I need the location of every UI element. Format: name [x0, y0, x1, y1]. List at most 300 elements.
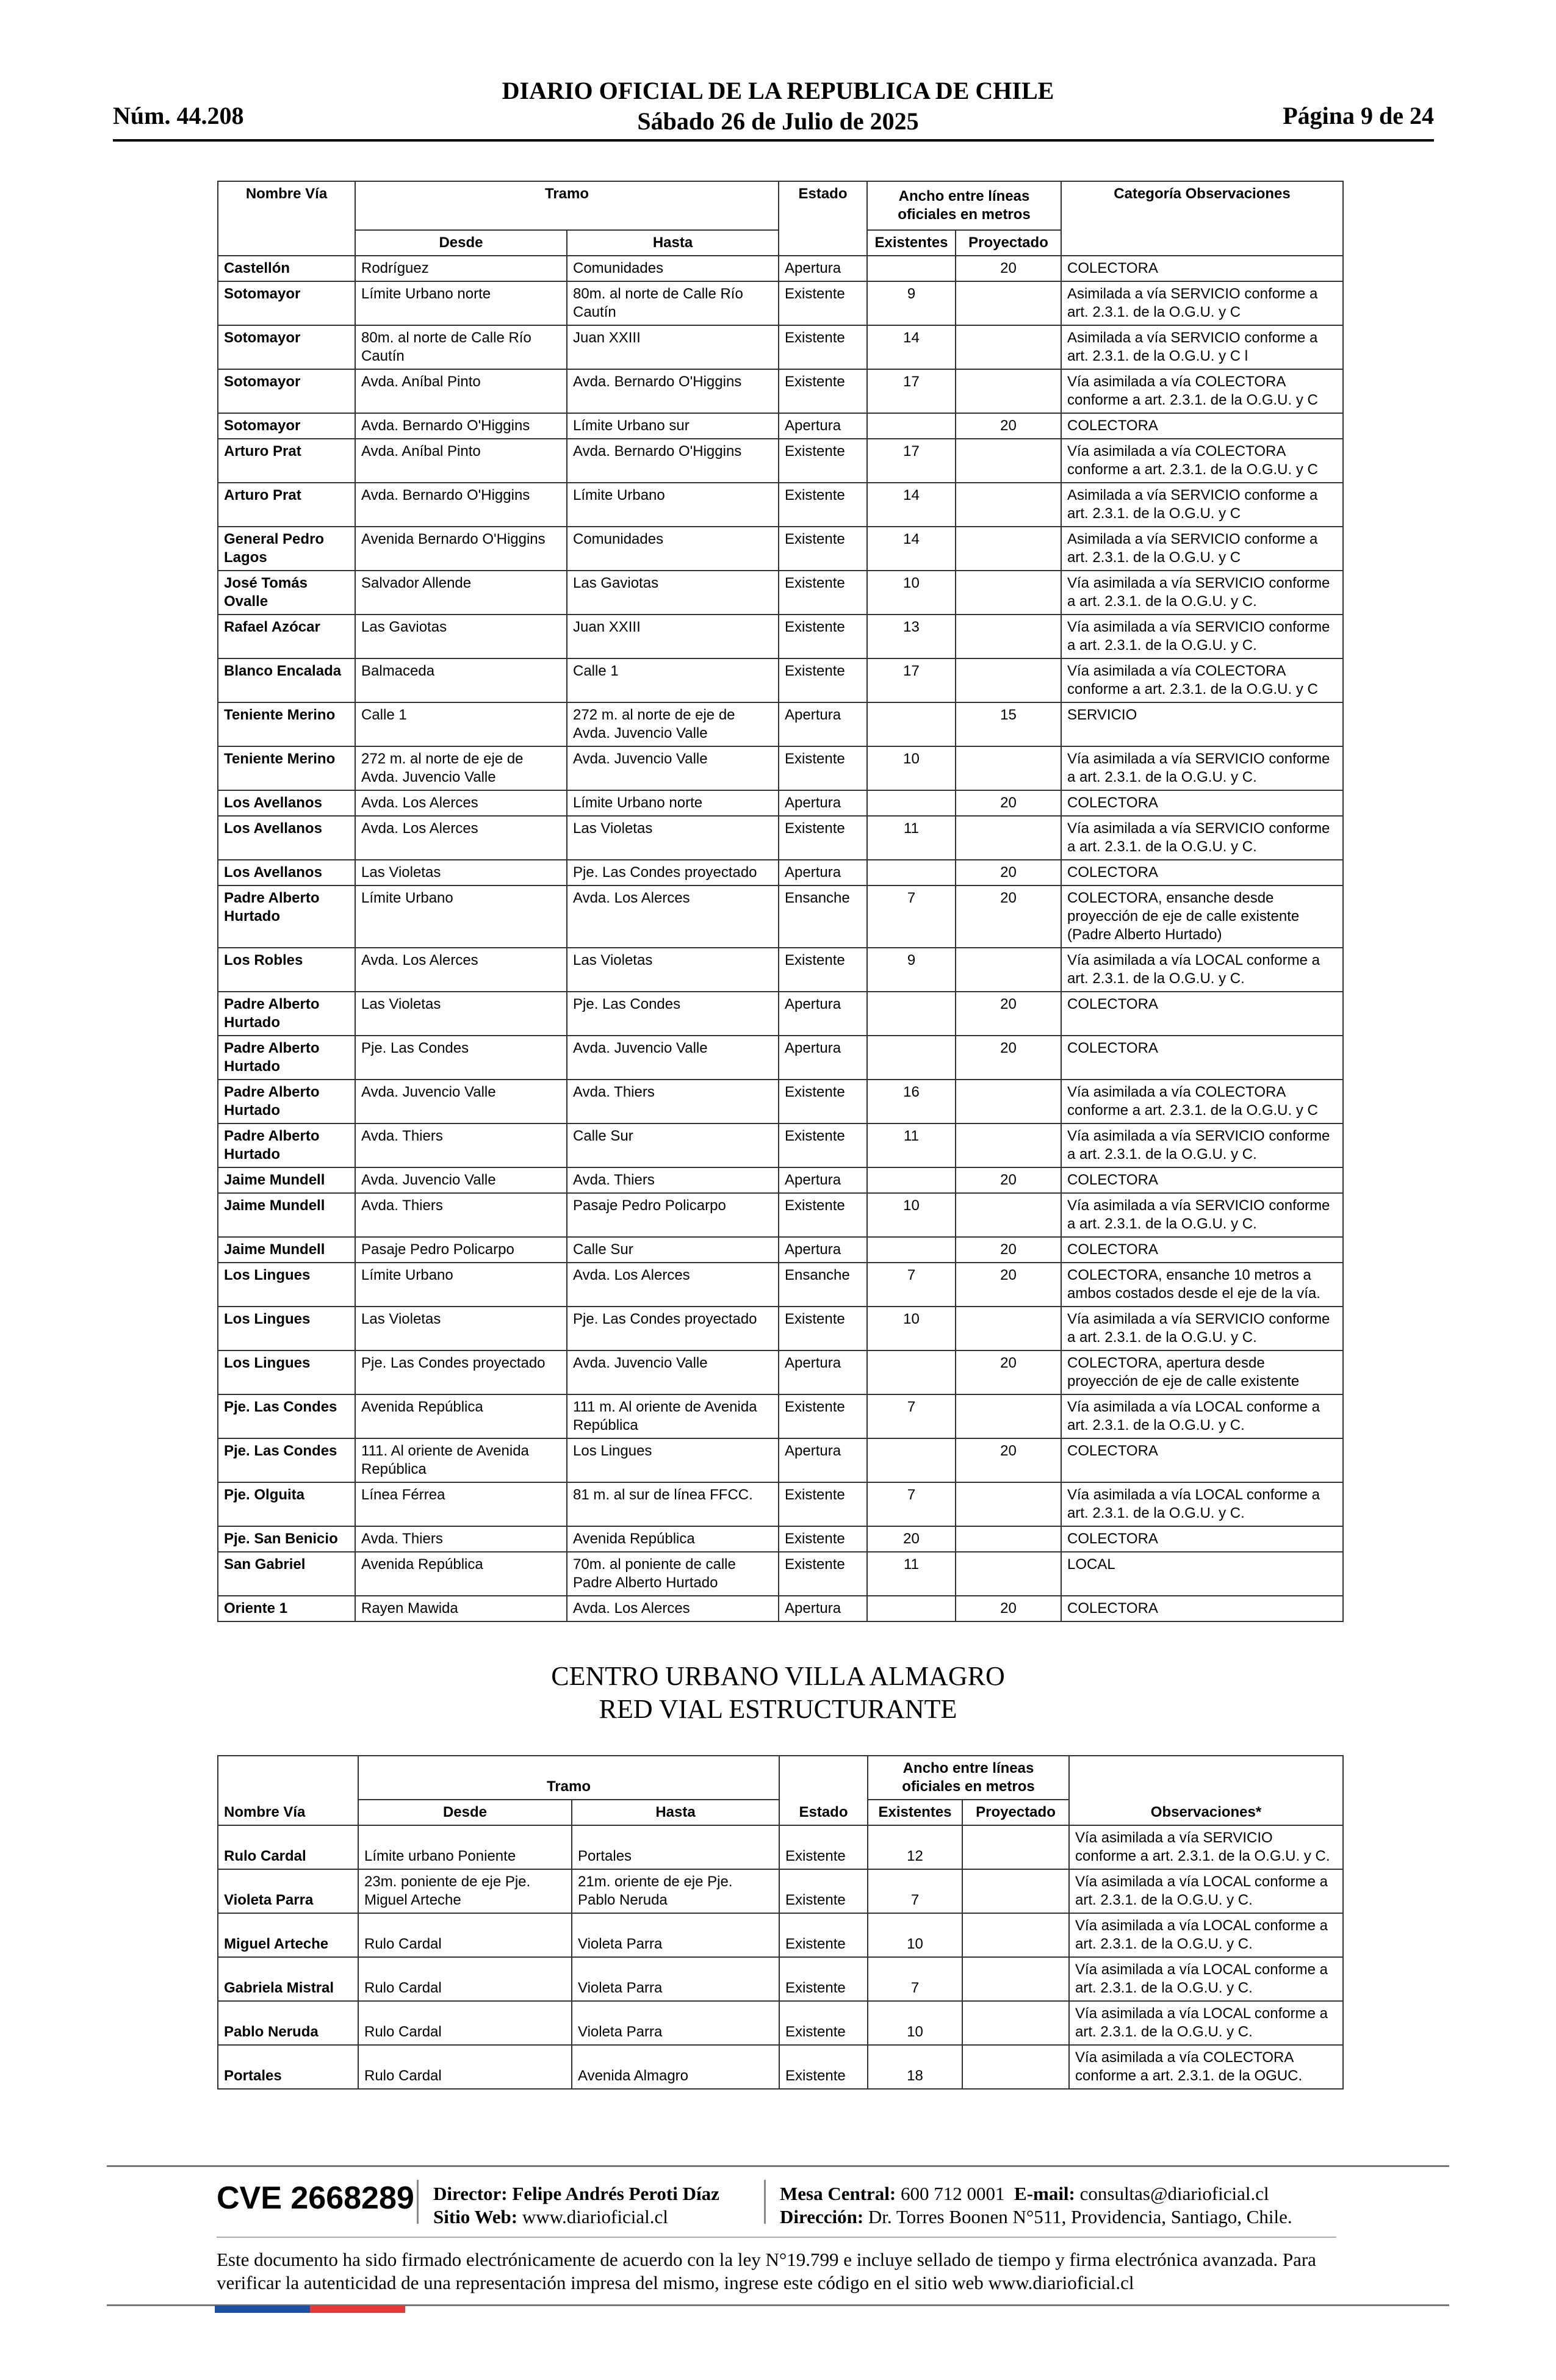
cell-hasta: 70m. al poniente de calle Padre Alberto Hurtado: [567, 1552, 779, 1596]
col-desde: Desde: [355, 230, 567, 256]
cell-nombre-via: Oriente 1: [218, 1596, 355, 1621]
section-title: [0, 1660, 1556, 1726]
cell-proyectado: [956, 571, 1061, 615]
cell-estado: Existente: [779, 527, 867, 571]
flag-color-bar: [215, 2306, 405, 2313]
cell-proyectado: 20: [956, 860, 1061, 885]
cell-desde: Avda. Thiers: [355, 1193, 567, 1237]
cell-nombre-via: Violeta Parra: [218, 1869, 358, 1913]
cell-observaciones: Vía asimilada a vía LOCAL conforme a art. 2.3.1. de la O.G.U. y C.: [1061, 1394, 1343, 1438]
cell-estado: Existente: [779, 816, 867, 860]
cell-desde: Pje. Las Condes proyectado: [355, 1350, 567, 1394]
cell-observaciones: Vía asimilada a vía LOCAL conforme a art. 2.3.1. de la O.G.U. y C.: [1069, 2001, 1343, 2045]
cell-estado: Existente: [779, 439, 867, 483]
sitio-label: Sitio Web:: [433, 2206, 518, 2227]
email-link[interactable]: consultas@diarioficial.cl: [1079, 2183, 1269, 2204]
cell-proyectado: 20: [956, 885, 1061, 948]
cell-nombre-via: Pje. Las Condes: [218, 1438, 355, 1482]
cell-desde: Las Gaviotas: [355, 615, 567, 658]
table-row: [218, 702, 1343, 746]
cell-observaciones: Vía asimilada a vía COLECTORA conforme a art. 2.3.1. de la O.G.U. y C: [1061, 369, 1343, 413]
cell-hasta: Límite Urbano norte: [567, 790, 779, 816]
cell-existentes: 7: [867, 1394, 956, 1438]
table-row: [218, 2001, 1343, 2045]
cell-estado: Existente: [779, 615, 867, 658]
cell-desde: Avda. Bernardo O'Higgins: [355, 483, 567, 527]
cell-observaciones: COLECTORA, ensanche desde proyección de eje de calle existente (Padre Alberto Hurtado): [1061, 885, 1343, 948]
email-label: E-mail:: [1014, 2183, 1075, 2204]
cell-observaciones: Vía asimilada a vía SERVICIO conforme a art. 2.3.1. de la O.G.U. y C.: [1061, 615, 1343, 658]
cell-hasta: Las Violetas: [567, 816, 779, 860]
cell-proyectado: [962, 2001, 1069, 2045]
cell-desde: Rulo Cardal: [358, 2001, 572, 2045]
section-title-line2: RED VIAL ESTRUCTURANTE: [599, 1694, 957, 1724]
table-row: [218, 1913, 1343, 1957]
col-nombre-via: Nombre Vía: [218, 181, 355, 256]
cell-observaciones: COLECTORA: [1061, 256, 1343, 281]
road-table-main: [217, 181, 1344, 1622]
cell-hasta: 80m. al norte de Calle Río Cautín: [567, 281, 779, 325]
cell-nombre-via: Sotomayor: [218, 325, 355, 369]
cell-desde: Las Violetas: [355, 992, 567, 1036]
cell-proyectado: [956, 948, 1061, 992]
cell-desde: Avda. Juvencio Valle: [355, 1167, 567, 1193]
cell-proyectado: [962, 1869, 1069, 1913]
cell-hasta: Las Gaviotas: [567, 571, 779, 615]
cell-hasta: Pasaje Pedro Policarpo: [567, 1193, 779, 1237]
cell-nombre-via: Gabriela Mistral: [218, 1957, 358, 2001]
cell-existentes: 12: [868, 1825, 962, 1869]
cell-proyectado: [956, 369, 1061, 413]
cell-hasta: Violeta Parra: [572, 1957, 779, 2001]
cell-proyectado: 20: [956, 1036, 1061, 1080]
cell-nombre-via: Castellón: [218, 256, 355, 281]
table-row: [218, 413, 1343, 439]
cell-nombre-via: Pablo Neruda: [218, 2001, 358, 2045]
cell-existentes: [867, 1596, 956, 1621]
cell-desde: Límite Urbano norte: [355, 281, 567, 325]
cell-existentes: 11: [867, 1552, 956, 1596]
cell-estado: Existente: [779, 1482, 867, 1526]
cell-estado: Existente: [779, 369, 867, 413]
table-row: [218, 483, 1343, 527]
cell-observaciones: Vía asimilada a vía SERVICIO conforme a art. 2.3.1. de la O.G.U. y C.: [1061, 571, 1343, 615]
col-existentes: Existentes: [867, 230, 956, 256]
cell-observaciones: Asimilada a vía SERVICIO conforme a art. 2.3.1. de la O.G.U. y C: [1061, 281, 1343, 325]
cell-desde: Línea Férrea: [355, 1482, 567, 1526]
cell-estado: Existente: [779, 658, 867, 702]
cell-observaciones: Vía asimilada a vía SERVICIO conforme a art. 2.3.1. de la O.G.U. y C.: [1061, 746, 1343, 790]
col2-nombre-via: Nombre Vía: [218, 1756, 358, 1825]
newspaper-date: Sábado 26 de Julio de 2025: [637, 107, 919, 135]
cell-observaciones: COLECTORA, ensanche 10 metros a ambos costados desde el eje de la vía.: [1061, 1263, 1343, 1307]
cell-hasta: Portales: [572, 1825, 779, 1869]
cell-nombre-via: Rafael Azócar: [218, 615, 355, 658]
cell-proyectado: 20: [956, 1350, 1061, 1394]
mesa-label: Mesa Central:: [780, 2183, 896, 2204]
mesa-phone: 600 712 0001: [901, 2183, 1005, 2204]
table-row: [218, 1080, 1343, 1123]
table-row: [218, 1237, 1343, 1263]
cell-existentes: [867, 1350, 956, 1394]
cell-estado: Apertura: [779, 790, 867, 816]
cell-nombre-via: Los Lingues: [218, 1350, 355, 1394]
table-row: [218, 1526, 1343, 1552]
cell-existentes: 14: [867, 483, 956, 527]
cell-nombre-via: Rulo Cardal: [218, 1825, 358, 1869]
cell-desde: Avenida Bernardo O'Higgins: [355, 527, 567, 571]
table-row: [218, 658, 1343, 702]
cell-desde: Avda. Aníbal Pinto: [355, 369, 567, 413]
road-table-main-body: [218, 256, 1343, 1621]
cell-hasta: Avda. Juvencio Valle: [567, 1350, 779, 1394]
cell-desde: Avenida República: [355, 1552, 567, 1596]
table-row: [218, 1167, 1343, 1193]
cell-proyectado: 20: [956, 1167, 1061, 1193]
section-title-line1: CENTRO URBANO VILLA ALMAGRO: [551, 1661, 1005, 1691]
cell-hasta: Juan XXIII: [567, 325, 779, 369]
cell-observaciones: Vía asimilada a vía LOCAL conforme a art. 2.3.1. de la O.G.U. y C.: [1069, 1913, 1343, 1957]
cell-proyectado: [962, 1957, 1069, 2001]
cell-hasta: Calle Sur: [567, 1237, 779, 1263]
cell-hasta: Comunidades: [567, 256, 779, 281]
cell-observaciones: Vía asimilada a vía COLECTORA conforme a art. 2.3.1. de la O.G.U. y C: [1061, 439, 1343, 483]
cell-existentes: 7: [867, 885, 956, 948]
table-row: [218, 1307, 1343, 1350]
cell-nombre-via: Padre Alberto Hurtado: [218, 885, 355, 948]
footer-divider-top: [107, 2165, 1449, 2167]
cell-estado: Existente: [779, 281, 867, 325]
table-row: [218, 369, 1343, 413]
cell-proyectado: [962, 1913, 1069, 1957]
table-row: [218, 816, 1343, 860]
cell-hasta: Avda. Thiers: [567, 1080, 779, 1123]
cell-hasta: 81 m. al sur de línea FFCC.: [567, 1482, 779, 1526]
cell-observaciones: COLECTORA: [1061, 1438, 1343, 1482]
cell-existentes: [867, 1036, 956, 1080]
cell-estado: Apertura: [779, 413, 867, 439]
table-row: [218, 571, 1343, 615]
cell-nombre-via: San Gabriel: [218, 1552, 355, 1596]
cell-hasta: Avda. Bernardo O'Higgins: [567, 369, 779, 413]
cell-existentes: 13: [867, 615, 956, 658]
cell-existentes: 7: [868, 1957, 962, 2001]
table-row: [218, 1957, 1343, 2001]
cell-desde: Avda. Bernardo O'Higgins: [355, 413, 567, 439]
cell-desde: 272 m. al norte de eje de Avda. Juvencio Valle: [355, 746, 567, 790]
cell-hasta: Avda. Los Alerces: [567, 1596, 779, 1621]
cell-desde: Pje. Las Condes: [355, 1036, 567, 1080]
table-row: [218, 1482, 1343, 1526]
cell-desde: Avda. Los Alerces: [355, 790, 567, 816]
cell-existentes: 14: [867, 527, 956, 571]
table-row: [218, 527, 1343, 571]
table-row: [218, 256, 1343, 281]
cell-hasta: Límite Urbano: [567, 483, 779, 527]
cell-hasta: Avda. Juvencio Valle: [567, 746, 779, 790]
cell-nombre-via: Los Lingues: [218, 1307, 355, 1350]
table-row: [218, 992, 1343, 1036]
cell-estado: Existente: [779, 571, 867, 615]
cell-nombre-via: Teniente Merino: [218, 746, 355, 790]
cell-estado: Existente: [779, 1080, 867, 1123]
cell-proyectado: 20: [956, 1237, 1061, 1263]
cell-existentes: [867, 790, 956, 816]
cell-nombre-via: Los Avellanos: [218, 790, 355, 816]
footer-director-block: [433, 2182, 719, 2229]
cell-proyectado: [956, 746, 1061, 790]
cell-hasta: 272 m. al norte de eje de Avda. Juvencio Valle: [567, 702, 779, 746]
cell-existentes: 10: [867, 571, 956, 615]
cell-hasta: Pje. Las Condes proyectado: [567, 1307, 779, 1350]
cell-estado: Apertura: [779, 702, 867, 746]
cell-desde: Las Violetas: [355, 860, 567, 885]
cell-observaciones: Vía asimilada a vía LOCAL conforme a art. 2.3.1. de la O.G.U. y C.: [1069, 1869, 1343, 1913]
cell-existentes: 10: [868, 1913, 962, 1957]
cell-nombre-via: Padre Alberto Hurtado: [218, 1036, 355, 1080]
cell-observaciones: Asimilada a vía SERVICIO conforme a art. 2.3.1. de la O.G.U. y C l: [1061, 325, 1343, 369]
cve-code: CVE 2668289: [217, 2180, 414, 2216]
cell-observaciones: COLECTORA: [1061, 1526, 1343, 1552]
cell-estado: Existente: [779, 1307, 867, 1350]
footer-divider-mid: [217, 2237, 1336, 2238]
cell-desde: Avda. Aníbal Pinto: [355, 439, 567, 483]
cell-hasta: Pje. Las Condes proyectado: [567, 860, 779, 885]
cell-desde: Balmaceda: [355, 658, 567, 702]
cell-hasta: Las Violetas: [567, 948, 779, 992]
cell-nombre-via: Arturo Prat: [218, 483, 355, 527]
cell-hasta: 111 m. Al oriente de Avenida República: [567, 1394, 779, 1438]
cell-nombre-via: Pje. Olguita: [218, 1482, 355, 1526]
cell-desde: Calle 1: [355, 702, 567, 746]
col-tramo: Tramo: [355, 181, 779, 230]
cell-desde: 80m. al norte de Calle Río Cautín: [355, 325, 567, 369]
cell-hasta: Avda. Los Alerces: [567, 1263, 779, 1307]
cell-existentes: 10: [868, 2001, 962, 2045]
cell-existentes: 9: [867, 281, 956, 325]
col-ancho: Ancho entre líneas oficiales en metros: [867, 181, 1061, 230]
cell-existentes: 7: [867, 1263, 956, 1307]
cell-existentes: 20: [867, 1526, 956, 1552]
cell-observaciones: Vía asimilada a vía COLECTORA conforme a art. 2.3.1. de la O.G.U. y C: [1061, 1080, 1343, 1123]
table-row: [218, 1350, 1343, 1394]
cell-hasta: Avda. Los Alerces: [567, 885, 779, 948]
cell-observaciones: COLECTORA: [1061, 790, 1343, 816]
cell-desde: Avda. Juvencio Valle: [355, 1080, 567, 1123]
cell-nombre-via: Jaime Mundell: [218, 1193, 355, 1237]
footer-separator: [764, 2180, 766, 2224]
cell-existentes: 17: [867, 369, 956, 413]
cell-estado: Existente: [779, 1957, 868, 2001]
cell-existentes: [867, 1167, 956, 1193]
cell-hasta: Pje. Las Condes: [567, 992, 779, 1036]
direccion-value: Dr. Torres Boonen N°511, Providencia, Santiago, Chile.: [868, 2206, 1292, 2227]
table-row: [218, 2045, 1343, 2089]
cell-existentes: [867, 860, 956, 885]
cell-existentes: 10: [867, 1193, 956, 1237]
page-number: Página 9 de 24: [1283, 102, 1434, 129]
cell-nombre-via: Padre Alberto Hurtado: [218, 1123, 355, 1167]
cell-hasta: 21m. oriente de eje Pje. Pablo Neruda: [572, 1869, 779, 1913]
cell-desde: Rulo Cardal: [358, 1957, 572, 2001]
cell-hasta: Límite Urbano sur: [567, 413, 779, 439]
cell-hasta: Avenida Almagro: [572, 2045, 779, 2089]
cell-hasta: Los Lingues: [567, 1438, 779, 1482]
cell-desde: Rulo Cardal: [358, 1913, 572, 1957]
header-divider: [113, 139, 1434, 142]
cell-proyectado: [956, 483, 1061, 527]
cell-existentes: 10: [867, 746, 956, 790]
table-row: [218, 885, 1343, 948]
table-row: [218, 615, 1343, 658]
cell-estado: Apertura: [779, 992, 867, 1036]
cell-nombre-via: Los Avellanos: [218, 816, 355, 860]
cell-nombre-via: Sotomayor: [218, 413, 355, 439]
cell-hasta: Comunidades: [567, 527, 779, 571]
cell-existentes: 9: [867, 948, 956, 992]
cell-desde: Avenida República: [355, 1394, 567, 1438]
cell-nombre-via: Padre Alberto Hurtado: [218, 1080, 355, 1123]
cell-proyectado: 20: [956, 1263, 1061, 1307]
cell-existentes: 10: [867, 1307, 956, 1350]
cell-proyectado: 15: [956, 702, 1061, 746]
cell-hasta: Juan XXIII: [567, 615, 779, 658]
cell-nombre-via: General Pedro Lagos: [218, 527, 355, 571]
cell-observaciones: COLECTORA: [1061, 860, 1343, 885]
direccion-label: Dirección:: [780, 2206, 864, 2227]
table-row: [218, 1036, 1343, 1080]
cell-proyectado: [956, 658, 1061, 702]
cell-observaciones: COLECTORA: [1061, 1036, 1343, 1080]
cell-hasta: Violeta Parra: [572, 1913, 779, 1957]
road-table-villa-almagro-body: [218, 1825, 1343, 2089]
cell-nombre-via: Pje. San Benicio: [218, 1526, 355, 1552]
table-row: [218, 1825, 1343, 1869]
cell-observaciones: Vía asimilada a vía COLECTORA conforme a art. 2.3.1. de la OGUC.: [1069, 2045, 1343, 2089]
newspaper-title-line1: DIARIO OFICIAL DE LA REPUBLICA DE CHILE: [502, 77, 1054, 104]
cell-estado: Existente: [779, 1193, 867, 1237]
flag-bar-red: [310, 2306, 405, 2313]
cell-existentes: 11: [867, 1123, 956, 1167]
footer-contact-block: [780, 2182, 1292, 2229]
cell-estado: Existente: [779, 325, 867, 369]
cell-proyectado: [956, 1080, 1061, 1123]
cell-existentes: [867, 702, 956, 746]
cell-observaciones: Asimilada a vía SERVICIO conforme a art. 2.3.1. de la O.G.U. y C: [1061, 527, 1343, 571]
cell-proyectado: [956, 1123, 1061, 1167]
cell-proyectado: [962, 2045, 1069, 2089]
col2-tramo: Tramo: [358, 1756, 779, 1800]
table-row: [218, 1123, 1343, 1167]
cell-nombre-via: Sotomayor: [218, 281, 355, 325]
cell-desde: Límite Urbano: [355, 885, 567, 948]
table-row: [218, 790, 1343, 816]
cell-estado: Apertura: [779, 1167, 867, 1193]
cell-estado: Existente: [779, 1552, 867, 1596]
cell-estado: Existente: [779, 1825, 868, 1869]
cell-proyectado: [956, 1526, 1061, 1552]
cell-desde: 23m. poniente de eje Pje. Miguel Arteche: [358, 1869, 572, 1913]
cell-nombre-via: Padre Alberto Hurtado: [218, 992, 355, 1036]
cell-nombre-via: Blanco Encalada: [218, 658, 355, 702]
table-row: [218, 1596, 1343, 1621]
cell-observaciones: LOCAL: [1061, 1552, 1343, 1596]
col-proyectado: Proyectado: [956, 230, 1061, 256]
cell-desde: Avda. Los Alerces: [355, 816, 567, 860]
cell-hasta: Avda. Bernardo O'Higgins: [567, 439, 779, 483]
cell-observaciones: Vía asimilada a vía COLECTORA conforme a art. 2.3.1. de la O.G.U. y C: [1061, 658, 1343, 702]
cell-proyectado: [956, 439, 1061, 483]
cell-observaciones: Vía asimilada a vía SERVICIO conforme a art. 2.3.1. de la O.G.U. y C.: [1061, 1123, 1343, 1167]
cell-observaciones: Vía asimilada a vía SERVICIO conforme a art. 2.3.1. de la O.G.U. y C.: [1061, 816, 1343, 860]
sitio-link[interactable]: www.diarioficial.cl: [522, 2206, 668, 2227]
cell-existentes: [867, 1237, 956, 1263]
cell-estado: Apertura: [779, 1438, 867, 1482]
cell-observaciones: COLECTORA: [1061, 413, 1343, 439]
col2-existentes: Existentes: [868, 1800, 962, 1825]
cell-hasta: Avda. Thiers: [567, 1167, 779, 1193]
table-row: [218, 948, 1343, 992]
cell-existentes: [867, 256, 956, 281]
cell-proyectado: [956, 281, 1061, 325]
cell-observaciones: Vía asimilada a vía SERVICIO conforme a art. 2.3.1. de la O.G.U. y C.: [1069, 1825, 1343, 1869]
table-row: [218, 439, 1343, 483]
cell-proyectado: [956, 1552, 1061, 1596]
cell-desde: Límite Urbano: [355, 1263, 567, 1307]
footer-separator: [417, 2180, 419, 2224]
cell-proyectado: 20: [956, 256, 1061, 281]
cell-nombre-via: Los Avellanos: [218, 860, 355, 885]
cell-estado: Ensanche: [779, 1263, 867, 1307]
cell-estado: Apertura: [779, 256, 867, 281]
flag-bar-blue: [215, 2306, 310, 2313]
table-row: [218, 860, 1343, 885]
cell-observaciones: SERVICIO: [1061, 702, 1343, 746]
col2-ancho: Ancho entre líneas oficiales en metros: [868, 1756, 1069, 1800]
cell-existentes: 16: [867, 1080, 956, 1123]
cell-existentes: 17: [867, 658, 956, 702]
cell-estado: Existente: [779, 1913, 868, 1957]
cell-hasta: Violeta Parra: [572, 2001, 779, 2045]
table-row: [218, 325, 1343, 369]
cell-nombre-via: Pje. Las Condes: [218, 1394, 355, 1438]
cell-estado: Apertura: [779, 1350, 867, 1394]
cell-estado: Apertura: [779, 1237, 867, 1263]
cell-observaciones: Vía asimilada a vía LOCAL conforme a art. 2.3.1. de la O.G.U. y C.: [1069, 1957, 1343, 2001]
cell-proyectado: 20: [956, 790, 1061, 816]
cell-existentes: 7: [867, 1482, 956, 1526]
cell-estado: Ensanche: [779, 885, 867, 948]
col-hasta: Hasta: [567, 230, 779, 256]
cell-observaciones: Vía asimilada a vía SERVICIO conforme a art. 2.3.1. de la O.G.U. y C.: [1061, 1307, 1343, 1350]
cell-hasta: Calle Sur: [567, 1123, 779, 1167]
cell-estado: Existente: [779, 1123, 867, 1167]
cell-proyectado: [956, 1307, 1061, 1350]
col2-observaciones: Observaciones*: [1069, 1756, 1343, 1825]
cell-desde: Avda. Thiers: [355, 1123, 567, 1167]
cell-estado: Existente: [779, 1526, 867, 1552]
cell-desde: Rulo Cardal: [358, 2045, 572, 2089]
cell-desde: Límite urbano Poniente: [358, 1825, 572, 1869]
cell-estado: Apertura: [779, 1036, 867, 1080]
table-row: [218, 1438, 1343, 1482]
cell-desde: Rayen Mawida: [355, 1596, 567, 1621]
cell-estado: Existente: [779, 2045, 868, 2089]
cell-existentes: [867, 413, 956, 439]
col-categoria: Categoría Observaciones: [1061, 181, 1343, 256]
cell-proyectado: [956, 527, 1061, 571]
cell-nombre-via: Jaime Mundell: [218, 1237, 355, 1263]
